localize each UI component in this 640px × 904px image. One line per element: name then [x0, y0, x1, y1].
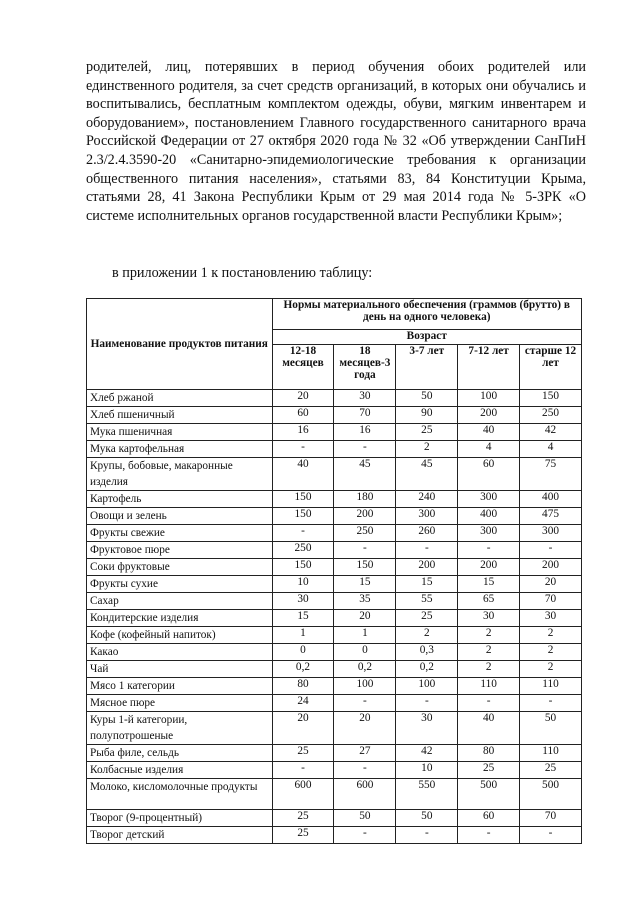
- table-row: [87, 525, 582, 542]
- norm-value-cell: 300: [458, 491, 520, 508]
- norm-value-cell: 2: [396, 441, 458, 458]
- norm-value-cell: 0: [272, 644, 334, 661]
- norm-value-cell: 240: [396, 491, 458, 508]
- norm-value-cell: 0,3: [396, 644, 458, 661]
- product-name-cell: Хлеб пшеничный: [87, 407, 273, 424]
- norm-value-cell: -: [520, 695, 582, 712]
- norm-value-cell: 0: [334, 644, 396, 661]
- product-name-cell: Соки фруктовые: [87, 559, 273, 576]
- table-row: [87, 695, 582, 712]
- product-name-header: Наименование продуктов питания: [87, 299, 273, 390]
- norm-value-cell: -: [396, 827, 458, 844]
- table-row: [87, 745, 582, 762]
- norm-value-cell: 400: [520, 491, 582, 508]
- table-row: [87, 424, 582, 441]
- nutrition-norms-table: [86, 298, 582, 844]
- norm-value-cell: -: [272, 525, 334, 542]
- norm-value-cell: 30: [520, 610, 582, 627]
- norm-value-cell: -: [458, 542, 520, 559]
- norm-value-cell: 40: [458, 712, 520, 745]
- table-row: [87, 441, 582, 458]
- norm-value-cell: 2: [458, 644, 520, 661]
- product-name-cell: Фрукты сухие: [87, 576, 273, 593]
- body-paragraph: родителей, лиц, потерявших в период обучения обоих родителей или единственного родителя, за счет средств организаций, в которых они обучались и воспитывались, бесплатным комплектом одежды, обуви, мягким инвентарем и оборудованием», постановлением Главного государственного санитарного врача Российской Федерации от 27 октября 2020 года № 32 «Об утверждении СанПиН 2.3/2.4.3590-20 «Санитарно-эпидемиологические требования к организации общественного питания населения», статьями 83, 84 Конституции Крыма, статьями 28, 41 Закона Республики Крым от 29 мая 2014 года № 5-ЗРК «О системе исполнительных органов государственной власти Республики Крым»;: [86, 59, 586, 224]
- norm-value-cell: 60: [272, 407, 334, 424]
- norm-value-cell: -: [334, 542, 396, 559]
- norm-value-cell: 16: [272, 424, 334, 441]
- product-name-cell: Фруктовое пюре: [87, 542, 273, 559]
- product-name-cell: Творог детский: [87, 827, 273, 844]
- norm-value-cell: 25: [272, 810, 334, 827]
- norm-value-cell: 55: [396, 593, 458, 610]
- norm-value-cell: 150: [272, 491, 334, 508]
- norm-value-cell: 300: [520, 525, 582, 542]
- norm-value-cell: 150: [272, 559, 334, 576]
- norm-value-cell: 16: [334, 424, 396, 441]
- norm-value-cell: -: [520, 827, 582, 844]
- table-row: [87, 610, 582, 627]
- norm-value-cell: 150: [334, 559, 396, 576]
- norm-value-cell: 100: [334, 678, 396, 695]
- product-name-cell: Какао: [87, 644, 273, 661]
- norm-value-cell: 150: [520, 390, 582, 407]
- norm-value-cell: 15: [396, 576, 458, 593]
- norm-value-cell: 250: [334, 525, 396, 542]
- norm-value-cell: 90: [396, 407, 458, 424]
- norm-value-cell: 10: [272, 576, 334, 593]
- norm-value-cell: 15: [272, 610, 334, 627]
- table-row: [87, 559, 582, 576]
- table-row: [87, 678, 582, 695]
- table-row: [87, 508, 582, 525]
- product-name-cell: Колбасные изделия: [87, 762, 273, 779]
- product-name-cell: Рыба филе, сельдь: [87, 745, 273, 762]
- norm-value-cell: 200: [520, 559, 582, 576]
- norm-value-cell: -: [272, 441, 334, 458]
- product-name-cell: Сахар: [87, 593, 273, 610]
- norm-value-cell: 24: [272, 695, 334, 712]
- norm-value-cell: 0,2: [396, 661, 458, 678]
- product-name-cell: Куры 1-й категории, полупотрошеные: [87, 712, 273, 745]
- norm-value-cell: 70: [520, 810, 582, 827]
- norm-value-cell: 75: [520, 458, 582, 491]
- norm-value-cell: 20: [520, 576, 582, 593]
- norm-value-cell: 20: [334, 712, 396, 745]
- norm-value-cell: 2: [520, 644, 582, 661]
- norm-value-cell: 50: [396, 810, 458, 827]
- table-row: [87, 542, 582, 559]
- norm-value-cell: 25: [272, 745, 334, 762]
- norm-value-cell: -: [334, 762, 396, 779]
- product-name-cell: Мука картофельная: [87, 441, 273, 458]
- table-row: [87, 627, 582, 644]
- norm-value-cell: 80: [458, 745, 520, 762]
- product-name-cell: Чай: [87, 661, 273, 678]
- product-name-cell: Мясо 1 категории: [87, 678, 273, 695]
- norm-value-cell: 80: [272, 678, 334, 695]
- norm-value-cell: 30: [396, 712, 458, 745]
- norm-value-cell: 300: [458, 525, 520, 542]
- product-name-cell: Овощи и зелень: [87, 508, 273, 525]
- product-name-cell: Мука пшеничная: [87, 424, 273, 441]
- table-row: [87, 576, 582, 593]
- norm-value-cell: 50: [396, 390, 458, 407]
- norm-value-cell: 100: [396, 678, 458, 695]
- norm-value-cell: 600: [272, 779, 334, 810]
- norm-value-cell: 2: [520, 661, 582, 678]
- norm-value-cell: 200: [334, 508, 396, 525]
- norm-value-cell: -: [396, 695, 458, 712]
- norm-value-cell: 2: [520, 627, 582, 644]
- norm-value-cell: 500: [458, 779, 520, 810]
- norm-value-cell: 475: [520, 508, 582, 525]
- norm-value-cell: 30: [334, 390, 396, 407]
- norm-value-cell: 10: [396, 762, 458, 779]
- age-header: Возраст: [272, 330, 581, 345]
- norm-value-cell: -: [334, 827, 396, 844]
- norm-value-cell: 1: [334, 627, 396, 644]
- norm-value-cell: 25: [396, 424, 458, 441]
- age-column-header: старше 12 лет: [520, 345, 582, 390]
- norm-value-cell: 250: [520, 407, 582, 424]
- table-row: [87, 390, 582, 407]
- norm-value-cell: 27: [334, 745, 396, 762]
- norm-value-cell: 40: [458, 424, 520, 441]
- norm-value-cell: 200: [458, 407, 520, 424]
- norm-value-cell: -: [334, 695, 396, 712]
- norm-value-cell: 2: [458, 661, 520, 678]
- norm-value-cell: 25: [458, 762, 520, 779]
- norm-value-cell: 50: [520, 712, 582, 745]
- norm-value-cell: 180: [334, 491, 396, 508]
- norm-value-cell: 500: [520, 779, 582, 810]
- norm-value-cell: 25: [272, 827, 334, 844]
- age-column-header: 12-18 месяцев: [272, 345, 334, 390]
- norm-value-cell: 600: [334, 779, 396, 810]
- norm-value-cell: 550: [396, 779, 458, 810]
- norm-value-cell: -: [272, 762, 334, 779]
- table-row: [87, 644, 582, 661]
- norm-value-cell: 110: [458, 678, 520, 695]
- norm-value-cell: 20: [272, 712, 334, 745]
- norm-value-cell: 100: [458, 390, 520, 407]
- norm-value-cell: 50: [334, 810, 396, 827]
- norm-value-cell: 40: [272, 458, 334, 491]
- norm-value-cell: 200: [458, 559, 520, 576]
- norm-value-cell: 42: [396, 745, 458, 762]
- age-column-header: 18 месяцев-3 года: [334, 345, 396, 390]
- product-name-cell: Мясное пюре: [87, 695, 273, 712]
- table-row: [87, 810, 582, 827]
- table-row: [87, 491, 582, 508]
- norm-value-cell: 150: [272, 508, 334, 525]
- norm-value-cell: 15: [458, 576, 520, 593]
- norm-value-cell: 2: [458, 627, 520, 644]
- norm-value-cell: 45: [334, 458, 396, 491]
- norm-value-cell: 65: [458, 593, 520, 610]
- norm-value-cell: 110: [520, 745, 582, 762]
- norm-value-cell: 20: [334, 610, 396, 627]
- norm-value-cell: 42: [520, 424, 582, 441]
- table-row: [87, 712, 582, 745]
- norm-value-cell: 260: [396, 525, 458, 542]
- age-column-header: 3-7 лет: [396, 345, 458, 390]
- norm-value-cell: -: [396, 542, 458, 559]
- norm-value-cell: 2: [396, 627, 458, 644]
- norm-value-cell: 400: [458, 508, 520, 525]
- norm-value-cell: 30: [458, 610, 520, 627]
- norm-value-cell: 70: [334, 407, 396, 424]
- norm-value-cell: -: [520, 542, 582, 559]
- product-name-cell: Хлеб ржаной: [87, 390, 273, 407]
- norm-value-cell: 45: [396, 458, 458, 491]
- norm-value-cell: 0,2: [272, 661, 334, 678]
- product-name-cell: Кофе (кофейный напиток): [87, 627, 273, 644]
- age-column-header: 7-12 лет: [458, 345, 520, 390]
- norm-value-cell: 60: [458, 810, 520, 827]
- product-name-cell: Картофель: [87, 491, 273, 508]
- norm-value-cell: 25: [396, 610, 458, 627]
- norm-value-cell: 25: [520, 762, 582, 779]
- product-name-cell: Молоко, кисломолочные продукты: [87, 779, 273, 810]
- table-row: [87, 827, 582, 844]
- norm-value-cell: 4: [458, 441, 520, 458]
- norm-value-cell: 200: [396, 559, 458, 576]
- norm-value-cell: 70: [520, 593, 582, 610]
- product-name-cell: Фрукты свежие: [87, 525, 273, 542]
- norm-value-cell: 60: [458, 458, 520, 491]
- norm-value-cell: -: [334, 441, 396, 458]
- product-name-cell: Кондитерские изделия: [87, 610, 273, 627]
- table-row: [87, 762, 582, 779]
- norm-value-cell: -: [458, 827, 520, 844]
- table-row: [87, 661, 582, 678]
- norms-header: Нормы материального обеспечения (граммов (брутто) в день на одного человека): [272, 299, 581, 330]
- norm-value-cell: 30: [272, 593, 334, 610]
- table-row: [87, 407, 582, 424]
- table-row: [87, 458, 582, 491]
- norm-value-cell: 35: [334, 593, 396, 610]
- product-name-cell: Творог (9-процентный): [87, 810, 273, 827]
- norm-value-cell: 1: [272, 627, 334, 644]
- table-intro: в приложении 1 к постановлению таблицу:: [112, 265, 373, 281]
- table-row: [87, 779, 582, 810]
- norm-value-cell: 15: [334, 576, 396, 593]
- product-name-cell: Крупы, бобовые, макаронные изделия: [87, 458, 273, 491]
- norm-value-cell: 4: [520, 441, 582, 458]
- norm-value-cell: 0,2: [334, 661, 396, 678]
- norm-value-cell: 300: [396, 508, 458, 525]
- norm-value-cell: 110: [520, 678, 582, 695]
- norm-value-cell: -: [458, 695, 520, 712]
- table-row: [87, 593, 582, 610]
- norm-value-cell: 250: [272, 542, 334, 559]
- table-body: [87, 390, 582, 844]
- norm-value-cell: 20: [272, 390, 334, 407]
